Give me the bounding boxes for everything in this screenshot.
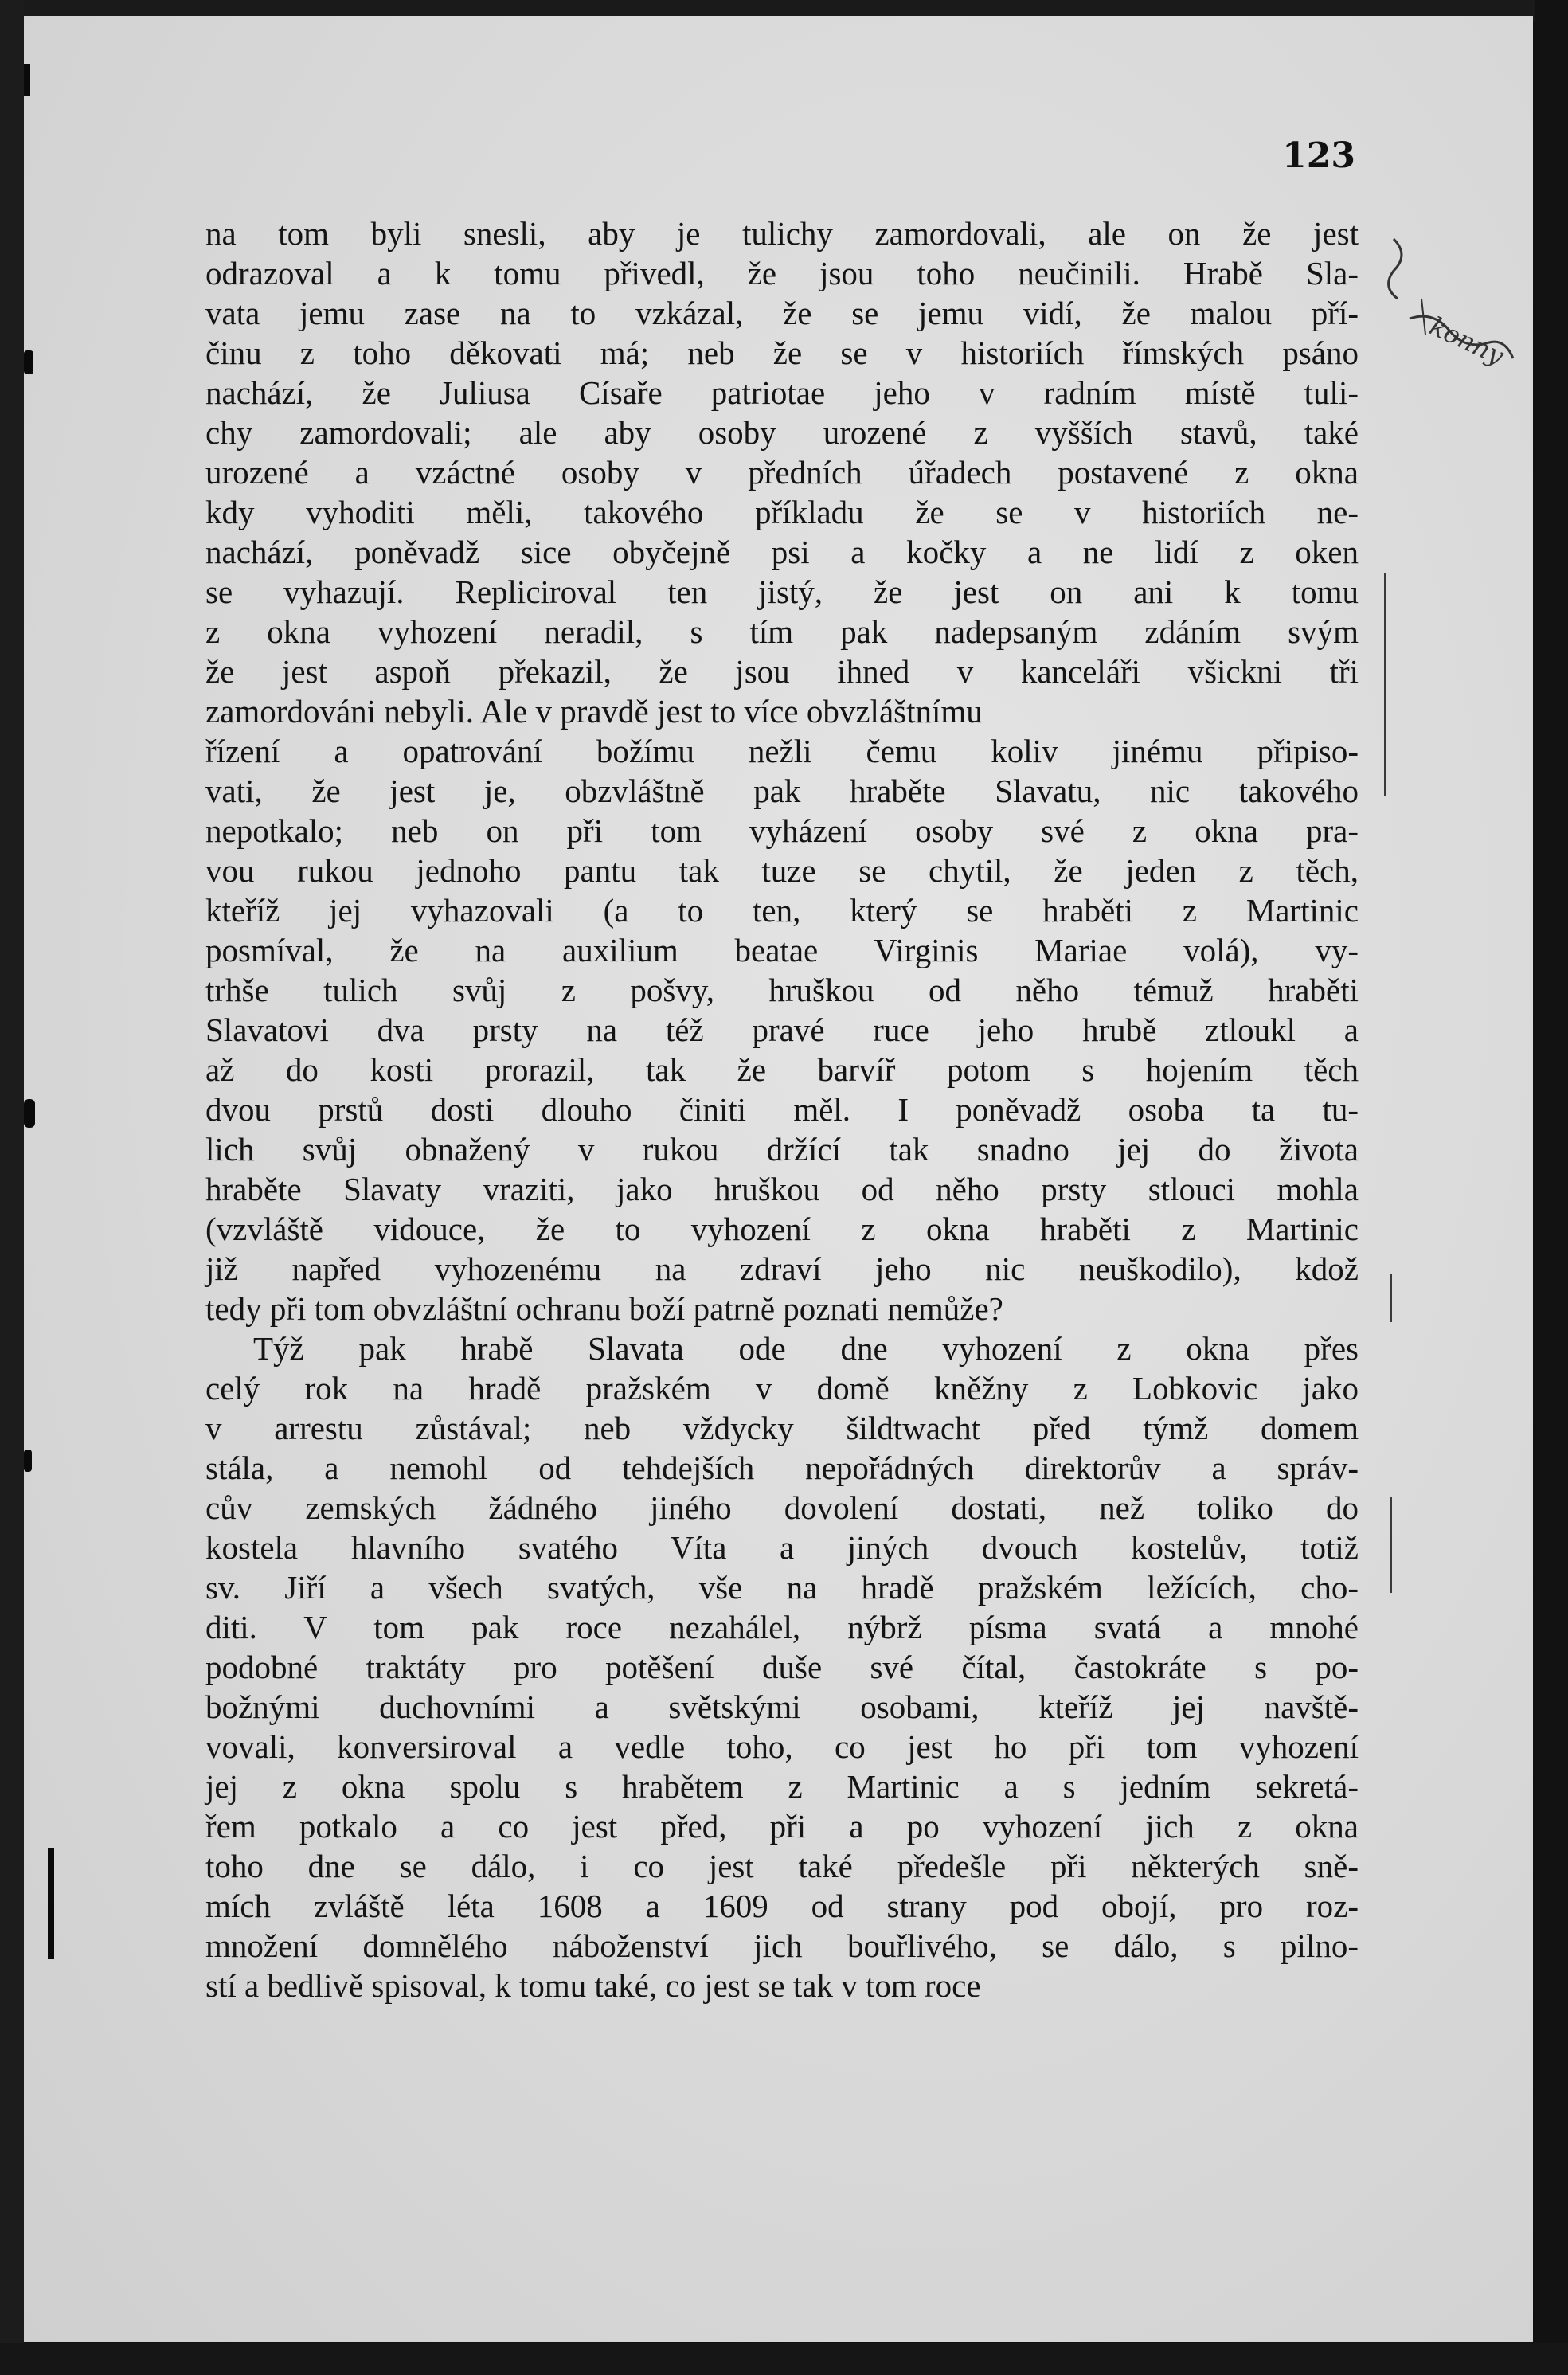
text-line: vata jemu zase na to vzkázal, že se jemu vidí, že malou pří-	[205, 295, 1359, 331]
text-line: vati, že jest je, obzvláštně pak hraběte Slavatu, nic takového	[205, 773, 1359, 809]
text-line: podobné traktáty pro potěšení duše své čítal, častokráte s po-	[205, 1649, 1359, 1685]
text-line: urozené a vzáctné osoby v předních úřadech postavené z okna	[205, 454, 1359, 491]
text-line: řízení a opatrování božímu nežli čemu koliv jinému připiso-	[205, 733, 1359, 769]
page-number: 123	[1282, 135, 1355, 176]
text-line: Slavatovi dva prsty na též pravé ruce jeho hrubě ztloukl a	[205, 1011, 1359, 1048]
text-line: stála, a nemohl od tehdejších nepořádných direktorův a správ-	[205, 1450, 1359, 1486]
binding-mark	[48, 1848, 54, 1959]
text-line: v arrestu zůstával; neb vždycky šildtwacht před týmž domem	[205, 1410, 1359, 1446]
text-line: hraběte Slavaty vraziti, jako hruškou od něho prsty stlouci mohla	[205, 1171, 1359, 1207]
text-line: nepotkalo; neb on při tom vyházení osoby své z okna pra-	[205, 812, 1359, 849]
margin-line	[1390, 1274, 1392, 1322]
text-line: lich svůj obnažený v rukou držící tak snadno jej do života	[205, 1131, 1359, 1168]
text-line: (vzvláště vidouce, že to vyhození z okna hraběti z Martinic	[205, 1211, 1359, 1247]
text-line: nachází, poněvadž sice obyčejně psi a kočky a ne lidí z oken	[205, 534, 1359, 570]
text-line: množení domnělého náboženství jich bouřlivého, se dálo, s pilno-	[205, 1927, 1359, 1964]
text-line: celý rok na hradě pražském v domě kněžny z Lobkovic jako	[205, 1370, 1359, 1407]
text-line: kteříž jej vyhazovali (a to ten, který se hraběti z Martinic	[205, 892, 1359, 929]
text-line: řem potkalo a co jest před, při a po vyhození jich z okna	[205, 1808, 1359, 1845]
scan-border-bottom	[0, 2343, 1568, 2375]
margin-line	[1384, 573, 1386, 796]
text-line: tedy při tom obvzláštní ochranu boží patrně poznati nemůže?	[205, 1290, 1003, 1327]
text-line: diti. V tom pak roce nezahálel, nýbrž písma svatá a mnohé	[205, 1609, 1359, 1645]
text-line: zamordováni nebyli. Ale v pravdě jest to více obvzláštnímu	[205, 693, 983, 730]
text-line: na tom byli snesli, aby je tulichy zamordovali, ale on že jest	[205, 215, 1359, 252]
text-line: cův zemských žádného jiného dovolení dostati, než toliko do	[205, 1489, 1359, 1526]
text-line: božnými duchovními a světskými osobami, kteříž jej navště-	[205, 1688, 1359, 1725]
text-line: odrazoval a k tomu přivedl, že jsou toho neučinili. Hrabě Sla-	[205, 255, 1359, 291]
text-line: jej z okna spolu s hrabětem z Martinic a s jedním sekretá-	[205, 1768, 1359, 1805]
text-line: z okna vyhození neradil, s tím pak nadepsaným zdáním svým	[205, 613, 1359, 650]
body-text	[205, 213, 1359, 2005]
text-line: toho dne se dálo, i co jest také předešle při některých sně-	[205, 1848, 1359, 1884]
handwritten-marginalia	[1378, 223, 1521, 414]
text-line: posmíval, že na auxilium beatae Virginis Mariae volá), vy-	[205, 932, 1359, 968]
text-line: vou rukou jednoho pantu tak tuze se chytil, že jeden z těch,	[205, 852, 1359, 889]
binding-mark	[24, 1450, 32, 1472]
text-line: již napřed vyhozenému na zdraví jeho nic neuškodilo), kdož	[205, 1250, 1359, 1287]
text-line: trhše tulich svůj z pošvy, hruškou od něho témuž hraběti	[205, 972, 1359, 1008]
svg-text:konny: konny	[1425, 311, 1509, 371]
binding-mark	[24, 350, 33, 374]
text-line: Týž pak hrabě Slavata ode dne vyhození z okna přes	[253, 1330, 1359, 1367]
text-line: mích zvláště léta 1608 a 1609 od strany pod obojí, pro roz-	[205, 1888, 1359, 1924]
binding-mark	[24, 64, 30, 96]
margin-line	[1390, 1497, 1392, 1593]
text-line: kdy vyhoditi měli, takového příkladu že se v historiích ne-	[205, 494, 1359, 530]
text-line: se vyhazují. Repliciroval ten jistý, že jest on ani k tomu	[205, 573, 1359, 610]
scan-border-right	[1535, 0, 1568, 2375]
text-line: chy zamordovali; ale aby osoby urozené z vyšších stavů, také	[205, 414, 1359, 451]
text-line: sv. Jiří a všech svatých, vše na hradě pražském ležících, cho-	[205, 1569, 1359, 1606]
text-line: stí a bedlivě spisoval, k tomu také, co jest se tak v tom roce	[205, 1967, 981, 2004]
text-line: až do kosti prorazil, tak že barvíř potom s hojením těch	[205, 1051, 1359, 1088]
text-line: kostela hlavního svatého Víta a jiných dvouch kostelův, totiž	[205, 1529, 1359, 1566]
text-line: vovali, konversiroval a vedle toho, co jest ho při tom vyhození	[205, 1728, 1359, 1765]
text-line: dvou prstů dosti dlouho činiti měl. I poněvadž osoba ta tu-	[205, 1091, 1359, 1128]
binding-mark	[24, 1099, 35, 1128]
scan-border-left	[0, 0, 24, 2375]
text-line: že jest aspoň překazil, že jsou ihned v kanceláři všickni tři	[205, 653, 1359, 690]
text-line: nachází, že Juliusa Císaře patriotae jeho v radním místě tuli-	[205, 374, 1359, 411]
text-line: činu z toho děkovati má; neb že se v historiích římských psáno	[205, 335, 1359, 371]
